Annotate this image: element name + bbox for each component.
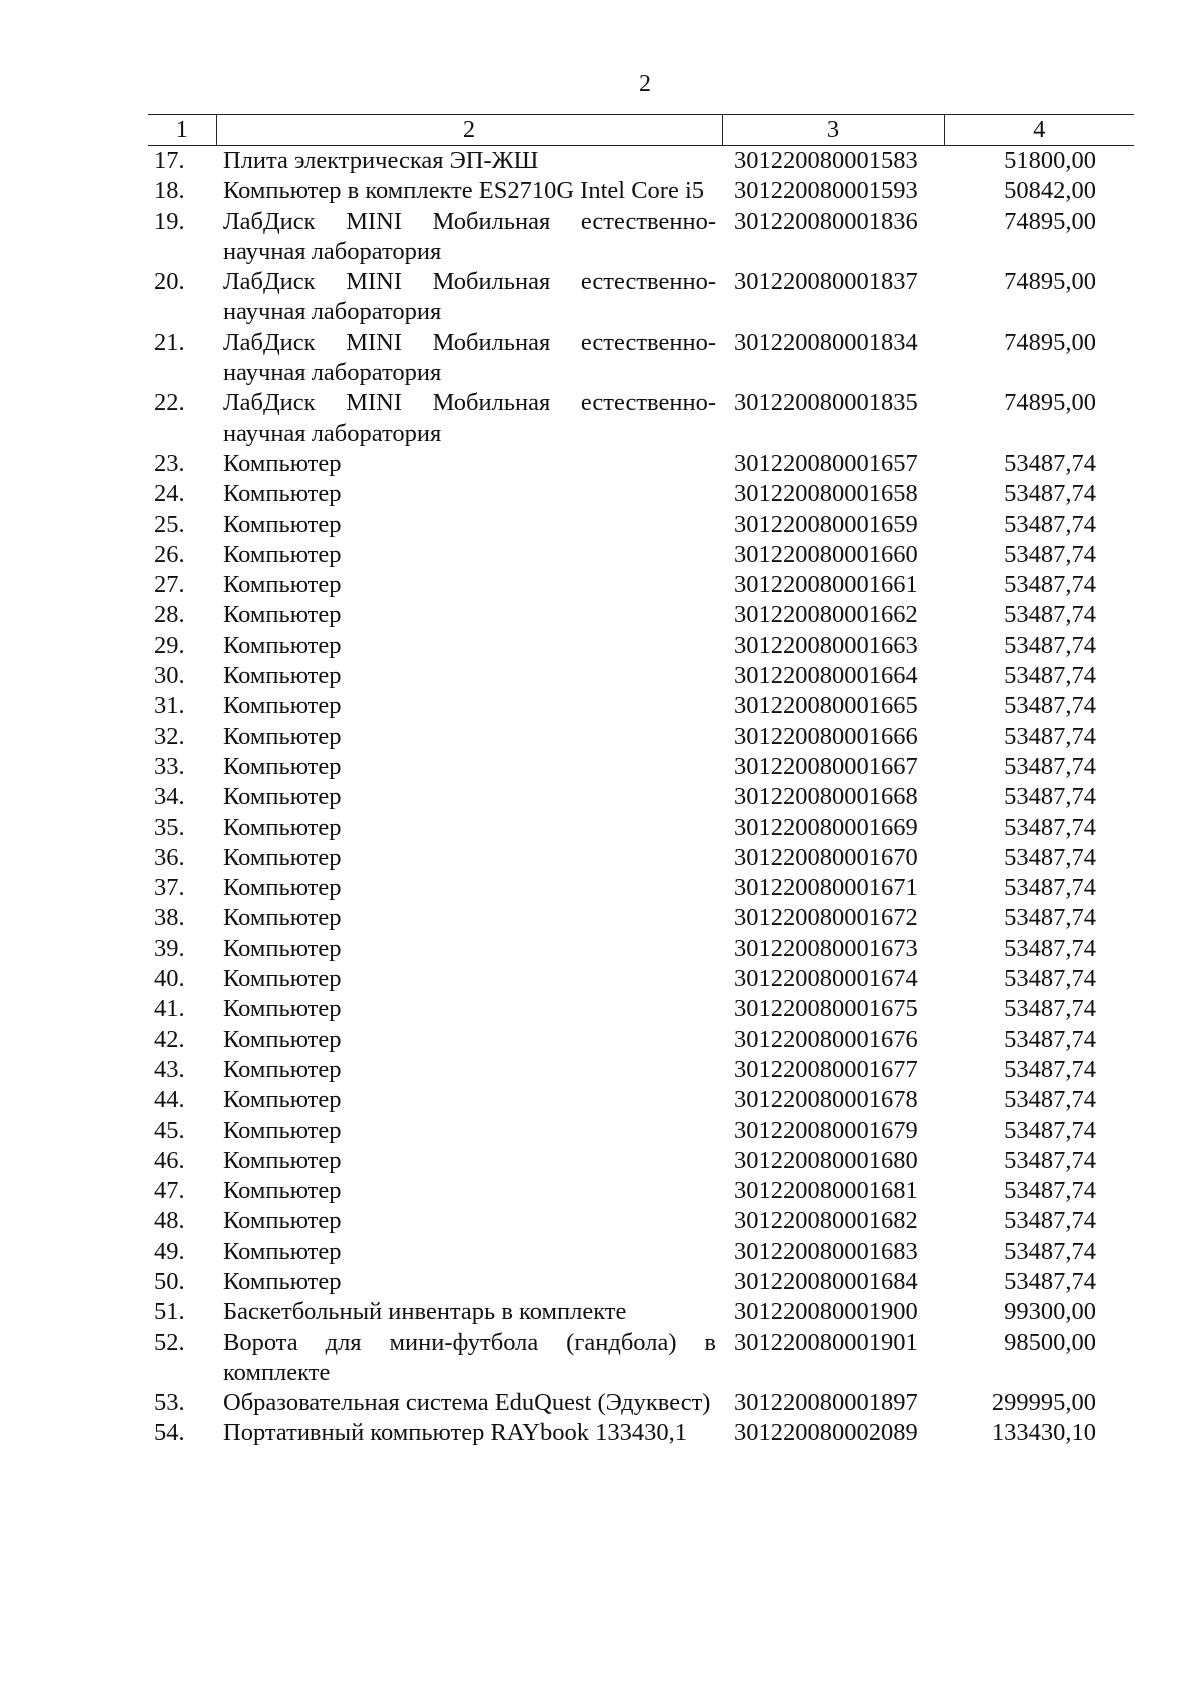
table-row: [148, 146, 1134, 177]
table-row: [148, 1297, 1134, 1327]
inventory-number: 301220080001668: [734, 783, 918, 811]
column-header: 4: [944, 115, 1134, 146]
inventory-number: 301220080001664: [734, 662, 918, 690]
table-row: [148, 328, 1134, 389]
table-row: [148, 1237, 1134, 1267]
row-number: 54.: [154, 1419, 185, 1447]
row-number: 51.: [154, 1298, 185, 1326]
item-name: Образовательная система EduQuest (Эдуквест): [223, 1389, 711, 1417]
column-header: 2: [216, 115, 722, 146]
table-row: [148, 600, 1134, 630]
row-number: 53.: [154, 1389, 185, 1417]
table-row: [148, 1206, 1134, 1236]
inventory-number: 301220080001836: [734, 207, 918, 235]
row-number: 31.: [154, 692, 185, 720]
item-name: Компьютер: [223, 1146, 342, 1174]
table-row: [148, 782, 1134, 812]
item-value: 53487,74: [1004, 813, 1096, 841]
row-number: 18.: [154, 177, 185, 205]
item-name: Компьютер: [223, 1055, 342, 1083]
item-name: Компьютер: [223, 1177, 342, 1205]
item-value: 53487,74: [1004, 965, 1096, 993]
item-name: ЛабДиск MINI Мобильная естественно-научная лаборатория: [223, 268, 716, 326]
item-value: 53487,74: [1004, 1267, 1096, 1295]
row-number: 42.: [154, 1025, 185, 1053]
inventory-number: 301220080001663: [734, 631, 918, 659]
row-number: 40.: [154, 965, 185, 993]
item-value: 299995,00: [991, 1389, 1096, 1417]
row-number: 46.: [154, 1146, 185, 1174]
inventory-number: 301220080001670: [734, 843, 918, 871]
item-name: Плита электрическая ЭП-ЖШ: [223, 147, 539, 174]
table-row: [148, 510, 1134, 540]
inventory-number: 301220080001667: [734, 752, 918, 780]
item-name: Компьютер: [223, 874, 342, 902]
inventory-number: 301220080001677: [734, 1055, 918, 1083]
row-number: 17.: [154, 147, 185, 174]
row-number: 47.: [154, 1177, 185, 1205]
item-value: 53487,74: [1004, 571, 1096, 599]
item-name: Компьютер: [223, 934, 342, 962]
row-number: 30.: [154, 662, 185, 690]
row-number: 35.: [154, 813, 185, 841]
inventory-number: 301220080001900: [734, 1298, 918, 1326]
row-number: 20.: [154, 268, 185, 296]
item-name: Компьютер: [223, 449, 342, 477]
item-value: 53487,74: [1004, 722, 1096, 750]
item-value: 53487,74: [1004, 995, 1096, 1023]
row-number: 48.: [154, 1207, 185, 1235]
item-value: 53487,74: [1004, 449, 1096, 477]
item-value: 53487,74: [1004, 1025, 1096, 1053]
item-value: 53487,74: [1004, 1146, 1096, 1174]
row-number: 43.: [154, 1055, 185, 1083]
inventory-number: 301220080001669: [734, 813, 918, 841]
item-name: Компьютер: [223, 1237, 342, 1265]
row-number: 23.: [154, 449, 185, 477]
item-value: 53487,74: [1004, 601, 1096, 629]
item-name: Компьютер: [223, 722, 342, 750]
table-row: [148, 570, 1134, 600]
table-row: [148, 1267, 1134, 1297]
table-row: [148, 964, 1134, 994]
item-value: 50842,00: [1004, 177, 1096, 205]
inventory-number: 301220080001682: [734, 1207, 918, 1235]
item-name: Компьютер в комплекте ES2710G Intel Core i5: [223, 177, 705, 205]
item-name: Компьютер: [223, 692, 342, 720]
inventory-number: 301220080001837: [734, 268, 918, 296]
row-number: 27.: [154, 571, 185, 599]
row-number: 41.: [154, 995, 185, 1023]
item-name: Компьютер: [223, 843, 342, 871]
table-row: [148, 1146, 1134, 1176]
row-number: 25.: [154, 510, 185, 538]
item-name: Компьютер: [223, 813, 342, 841]
item-value: 53487,74: [1004, 480, 1096, 508]
item-value: 74895,00: [1004, 389, 1096, 417]
inventory-number: 301220080001679: [734, 1116, 918, 1144]
inventory-number: 301220080001673: [734, 934, 918, 962]
inventory-number: 301220080001834: [734, 328, 918, 356]
item-value: 53487,74: [1004, 692, 1096, 720]
item-name: Компьютер: [223, 783, 342, 811]
item-value: 51800,00: [1004, 147, 1096, 174]
row-number: 22.: [154, 389, 185, 417]
row-number: 44.: [154, 1086, 185, 1114]
item-value: 74895,00: [1004, 268, 1096, 296]
item-name: Компьютер: [223, 1086, 342, 1114]
row-number: 36.: [154, 843, 185, 871]
item-value: 53487,74: [1004, 874, 1096, 902]
item-value: 53487,74: [1004, 1177, 1096, 1205]
column-header: 3: [722, 115, 944, 146]
item-value: 53487,74: [1004, 662, 1096, 690]
item-name: ЛабДиск MINI Мобильная естественно-научная лаборатория: [223, 328, 716, 387]
row-number: 21.: [154, 328, 185, 356]
column-header: 1: [148, 115, 216, 146]
item-value: 53487,74: [1004, 540, 1096, 568]
item-name: Баскетбольный инвентарь в комплекте: [223, 1298, 627, 1326]
row-number: 49.: [154, 1237, 185, 1265]
item-value: 53487,74: [1004, 510, 1096, 538]
inventory-number: 301220080002089: [734, 1419, 918, 1447]
row-number: 19.: [154, 207, 185, 235]
item-name: Компьютер: [223, 904, 342, 932]
item-value: 53487,74: [1004, 1237, 1096, 1265]
item-value: 53487,74: [1004, 843, 1096, 871]
item-name: Компьютер: [223, 752, 342, 780]
item-name: Компьютер: [223, 662, 342, 690]
asset-table: [148, 114, 1134, 1449]
inventory-number: 301220080001675: [734, 995, 918, 1023]
item-value: 53487,74: [1004, 752, 1096, 780]
item-value: 53487,74: [1004, 1116, 1096, 1144]
table-row: [148, 449, 1134, 479]
table-row: [148, 1025, 1134, 1055]
row-number: 39.: [154, 934, 185, 962]
row-number: 38.: [154, 904, 185, 932]
table-row: [148, 1085, 1134, 1115]
inventory-number: 301220080001683: [734, 1237, 918, 1265]
inventory-number: 301220080001671: [734, 874, 918, 902]
table-body: [148, 146, 1134, 1449]
inventory-number: 301220080001583: [734, 147, 918, 174]
inventory-number: 301220080001661: [734, 571, 918, 599]
inventory-number: 301220080001593: [734, 177, 918, 205]
row-number: 50.: [154, 1267, 185, 1295]
row-number: 28.: [154, 601, 185, 629]
table-row: [148, 540, 1134, 570]
item-name: Компьютер: [223, 965, 342, 993]
item-name: Компьютер: [223, 601, 342, 629]
table-row: [148, 691, 1134, 721]
table-row: [148, 267, 1134, 328]
item-name: Компьютер: [223, 1025, 342, 1053]
table-row: [148, 1055, 1134, 1085]
inventory-number: 301220080001660: [734, 540, 918, 568]
item-value: 74895,00: [1004, 328, 1096, 356]
item-value: 53487,74: [1004, 934, 1096, 962]
item-name: Компьютер: [223, 1267, 342, 1295]
row-number: 32.: [154, 722, 185, 750]
item-name: Компьютер: [223, 995, 342, 1023]
item-value: 53487,74: [1004, 1086, 1096, 1114]
inventory-number: 301220080001680: [734, 1146, 918, 1174]
inventory-number: 301220080001665: [734, 692, 918, 720]
table-row: [148, 752, 1134, 782]
inventory-number: 301220080001672: [734, 904, 918, 932]
inventory-number: 301220080001674: [734, 965, 918, 993]
table-row: [148, 934, 1134, 964]
item-value: 53487,74: [1004, 783, 1096, 811]
table-row: [148, 1418, 1134, 1448]
table-row: [148, 813, 1134, 843]
table-row: [148, 388, 1134, 449]
row-number: 29.: [154, 631, 185, 659]
row-number: 37.: [154, 874, 185, 902]
item-name: Ворота для мини-футбола (гандбола) в комплекте: [223, 1328, 716, 1386]
row-number: 34.: [154, 783, 185, 811]
table-row: [148, 631, 1134, 661]
inventory-number: 301220080001897: [734, 1389, 918, 1417]
item-value: 99300,00: [1004, 1298, 1096, 1326]
item-name: Компьютер: [223, 631, 342, 659]
table-row: [148, 1116, 1134, 1146]
inventory-number: 301220080001657: [734, 449, 918, 477]
table-row: [148, 994, 1134, 1024]
table-row: [148, 661, 1134, 691]
table-row: [148, 1328, 1134, 1389]
row-number: 33.: [154, 752, 185, 780]
item-value: 98500,00: [1004, 1328, 1096, 1356]
item-name: ЛабДиск MINI Мобильная естественно-научная лаборатория: [223, 207, 716, 265]
row-number: 26.: [154, 540, 185, 568]
inventory-number: 301220080001684: [734, 1267, 918, 1295]
inventory-number: 301220080001662: [734, 601, 918, 629]
table-row: [148, 1176, 1134, 1206]
inventory-number: 301220080001678: [734, 1086, 918, 1114]
row-number: 45.: [154, 1116, 185, 1144]
table-row: [148, 479, 1134, 509]
table-row: [148, 176, 1134, 206]
table-row: [148, 903, 1134, 933]
inventory-number: 301220080001658: [734, 480, 918, 508]
item-value: 53487,74: [1004, 904, 1096, 932]
inventory-number: 301220080001835: [734, 389, 918, 417]
inventory-number: 301220080001659: [734, 510, 918, 538]
item-name: ЛабДиск MINI Мобильная естественно-научная лаборатория: [223, 389, 716, 447]
item-value: 53487,74: [1004, 1207, 1096, 1235]
table-row: [148, 1388, 1134, 1418]
item-name: Компьютер: [223, 510, 342, 538]
table-row: [148, 843, 1134, 873]
inventory-number: 301220080001666: [734, 722, 918, 750]
page-number: 2: [639, 71, 651, 97]
item-name: Компьютер: [223, 540, 342, 568]
item-value: 53487,74: [1004, 631, 1096, 659]
item-value: 133430,10: [991, 1419, 1096, 1447]
item-name: Компьютер: [223, 1207, 342, 1235]
item-name: Компьютер: [223, 1116, 342, 1144]
inventory-number: 301220080001681: [734, 1177, 918, 1205]
row-number: 52.: [154, 1328, 185, 1356]
item-name: Компьютер: [223, 480, 342, 508]
inventory-number: 301220080001901: [734, 1328, 918, 1356]
item-name: Портативный компьютер RAYbook 133430,1: [223, 1419, 687, 1447]
item-value: 53487,74: [1004, 1055, 1096, 1083]
row-number: 24.: [154, 480, 185, 508]
inventory-number: 301220080001676: [734, 1025, 918, 1053]
table-row: [148, 722, 1134, 752]
item-name: Компьютер: [223, 571, 342, 599]
table-row: [148, 873, 1134, 903]
table-row: [148, 207, 1134, 268]
item-value: 74895,00: [1004, 207, 1096, 235]
table-header-row: [148, 115, 1134, 146]
